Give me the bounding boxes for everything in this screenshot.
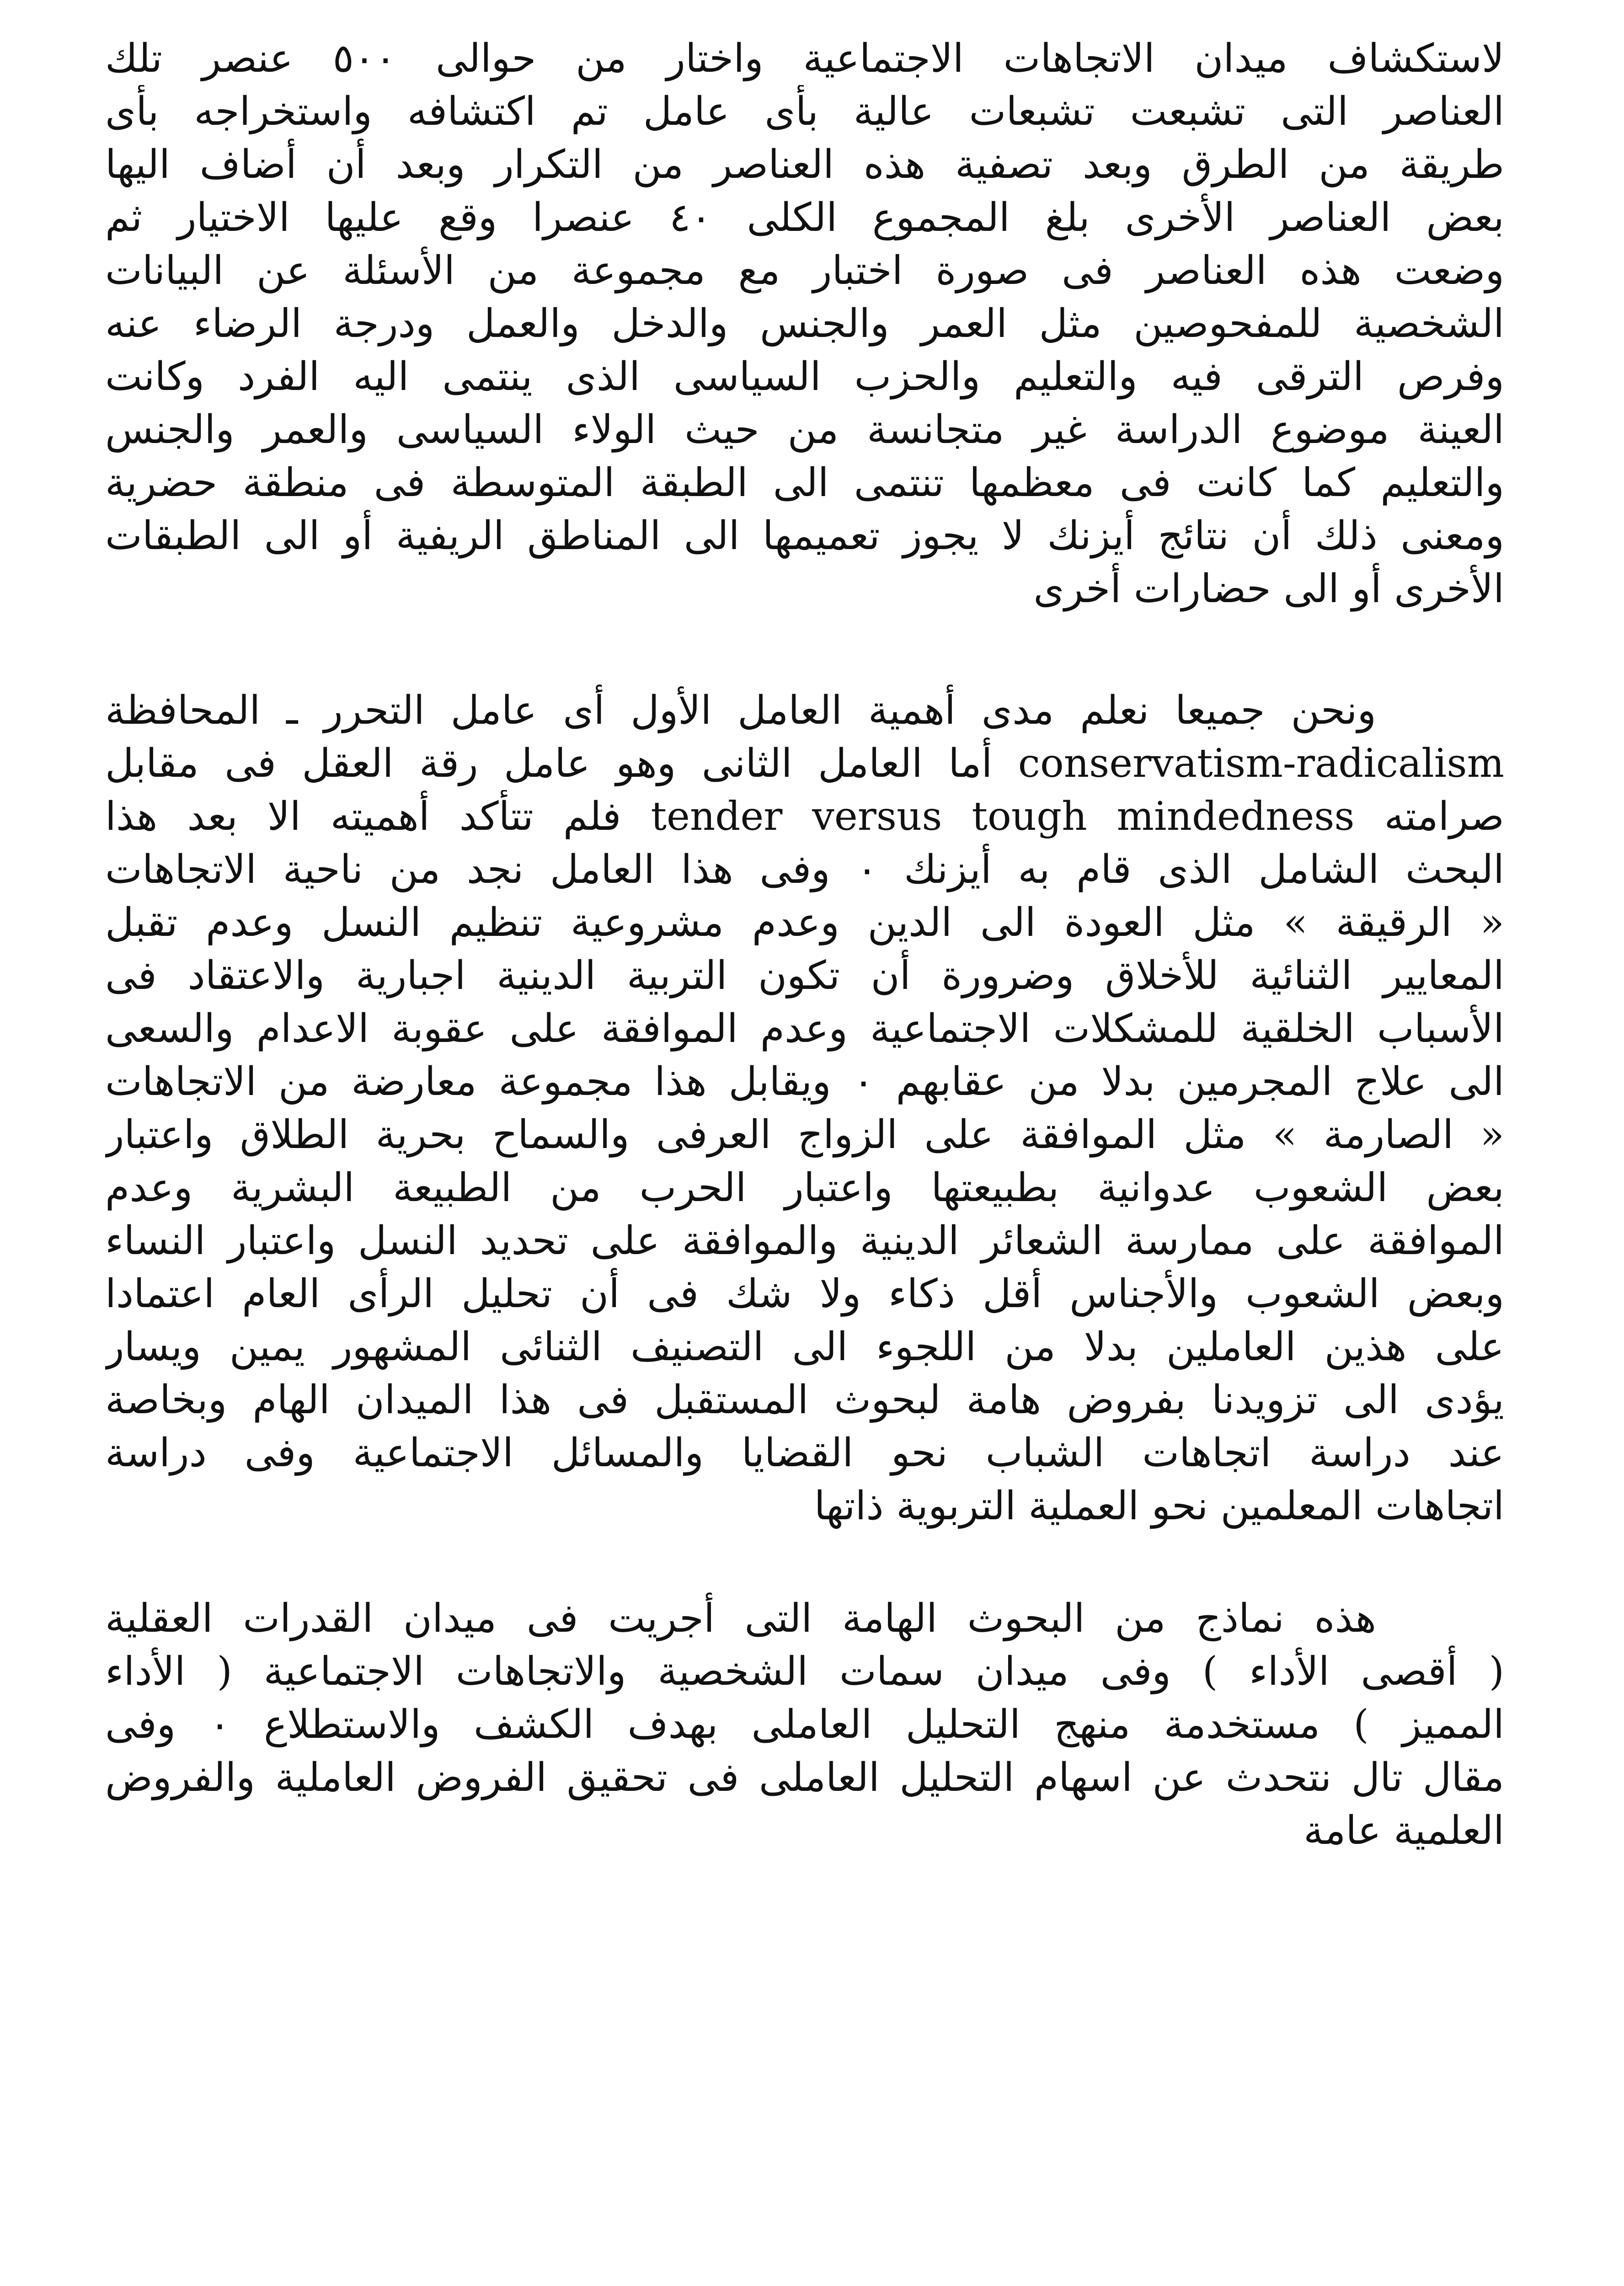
text-line: الأسباب الخلقية للمشكلات الاجتماعية وعدم الموافقة على عقوبة الاعدام والسعى — [105, 1006, 1504, 1052]
text-line: conservatism-radicalism أما العامل الثانى وهو عامل رقة العقل فى مقابل — [105, 741, 1504, 786]
paragraph-1 — [105, 32, 1504, 615]
text-line: البحث الشامل الذى قام به أيزنك ٠ وفى هذا العامل نجد من ناحية الاتجاهات — [105, 847, 1504, 892]
paragraph-gap — [105, 615, 1504, 684]
text-line: عند دراسة اتجاهات الشباب نحو القضايا والمسائل الاجتماعية وفى دراسة — [105, 1430, 1504, 1476]
text-line: مقال تال نتحدث عن اسهام التحليل العاملى فى تحقيق الفروض العاملية والفروض — [105, 1755, 1504, 1800]
text-line: العناصر التى تشبعت تشبعات عالية بأى عامل تم اكتشافه واستخراجه بأى — [105, 89, 1504, 134]
text-line: المعايير الثنائية للأخلاق وضرورة أن تكون التربية الدينية اجبارية والاعتقاد فى — [105, 953, 1504, 999]
text-line: وبعض الشعوب والأجناس أقل ذكاء ولا شك فى أن تحليل الرأى العام اعتمادا — [105, 1271, 1504, 1317]
text-line: بعض العناصر الأخرى بلغ المجموع الكلى ٤٠ عنصرا وقع عليها الاختيار ثم — [105, 195, 1504, 240]
text-line: ونحن جميعا نعلم مدى أهمية العامل الأول أى عامل التحرر ـ المحافظة — [105, 688, 1376, 733]
text-line: بعض الشعوب عدوانية بطبيعتها واعتبار الحرب من الطبيعة البشرية وعدم — [105, 1165, 1504, 1211]
text-line: لاستكشاف ميدان الاتجاهات الاجتماعية واختار من حوالى ٥٠٠ عنصر تلك — [105, 36, 1504, 81]
text-line: الى علاج المجرمين بدلا من عقابهم ٠ ويقابل هذا مجموعة معارضة من الاتجاهات — [105, 1059, 1504, 1105]
text-line: ( أقصى الأداء ) وفى ميدان سمات الشخصية والاتجاهات الاجتماعية ( الأداء — [105, 1649, 1504, 1694]
text-line: ومعنى ذلك أن نتائج أيزنك لا يجوز تعميمها الى المناطق الريفية أو الى الطبقات — [105, 513, 1504, 559]
text-line: اتجاهات المعلمين نحو العملية التربوية ذاتها — [814, 1483, 1504, 1529]
text-line: يؤدى الى تزويدنا بفروض هامة لبحوث المستقبل فى هذا الميدان الهام وبخاصة — [105, 1377, 1504, 1423]
text-line: وفرص الترقى فيه والتعليم والحزب السياسى الذى ينتمى اليه الفرد وكانت — [105, 354, 1504, 400]
paragraph-3 — [105, 1592, 1504, 1857]
text-line: هذه نماذج من البحوث الهامة التى أجريت فى ميدان القدرات العقلية — [105, 1596, 1376, 1641]
text-line: والتعليم كما كانت فى معظمها تنتمى الى الطبقة المتوسطة فى منطقة حضرية — [105, 460, 1504, 506]
text-line: المميز ) مستخدمة منهج التحليل العاملى بهدف الكشف والاستطلاع ٠ وفى — [105, 1702, 1504, 1747]
document-page — [105, 32, 1504, 2272]
text-line: الأخرى أو الى حضارات أخرى — [1033, 566, 1504, 612]
text-line: « الصارمة » مثل الموافقة على الزواج العرفى والسماح بحرية الطلاق واعتبار — [105, 1112, 1504, 1158]
text-line: الشخصية للمفحوصين مثل العمر والجنس والدخل والعمل ودرجة الرضاء عنه — [105, 301, 1504, 347]
paragraph-2 — [105, 684, 1504, 1533]
text-line: صرامته tender versus tough mindedness فلم تتأكد أهميته الا بعد هذا — [105, 794, 1504, 839]
text-line: طريقة من الطرق وبعد تصفية هذه العناصر من التكرار وبعد أن أضاف اليها — [105, 142, 1504, 187]
text-line: « الرقيقة » مثل العودة الى الدين وعدم مشروعية تنظيم النسل وعدم تقبل — [105, 900, 1504, 945]
text-line: العلمية عامة — [1303, 1808, 1504, 1853]
text-line: على هذين العاملين بدلا من اللجوء الى التصنيف الثنائى المشهور يمين ويسار — [105, 1324, 1504, 1370]
text-line: العينة موضوع الدراسة غير متجانسة من حيث الولاء السياسى والعمر والجنس — [105, 407, 1504, 453]
text-line: وضعت هذه العناصر فى صورة اختبار مع مجموعة من الأسئلة عن البيانات — [105, 248, 1504, 294]
text-line: الموافقة على ممارسة الشعائر الدينية والموافقة على تحديد النسل واعتبار النساء — [105, 1218, 1504, 1264]
paragraph-gap — [105, 1533, 1504, 1592]
